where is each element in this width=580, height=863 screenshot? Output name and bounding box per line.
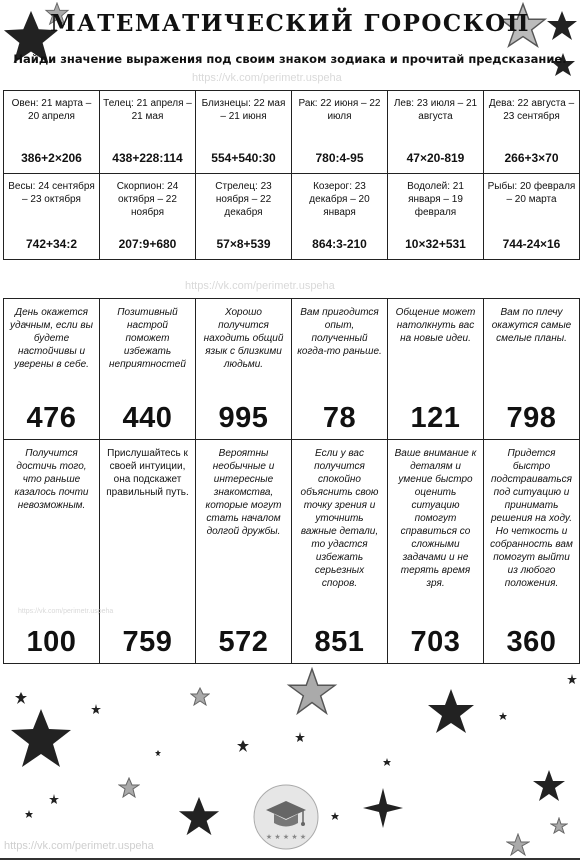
answer-number: 440 (122, 402, 173, 434)
zodiac-cell-pisces (484, 174, 580, 260)
zodiac-expression: 207:9+680 (118, 237, 177, 251)
zodiac-cell-leo (388, 91, 484, 174)
star-icon (48, 793, 60, 805)
answer-number: 121 (410, 402, 461, 434)
prediction-text: Если у вас получится спокойно объяснить свою точку зрения и уточнить важные детали, то удастся избежать серьезных споров. (300, 448, 379, 589)
prediction-cell (484, 440, 580, 664)
answer-number: 476 (26, 402, 77, 434)
svg-text:★ ★ ★ ★ ★: ★ ★ ★ ★ ★ (265, 833, 307, 841)
prediction-cell (388, 440, 484, 664)
zodiac-sign: Козерог: 23 декабря – 20 января (309, 181, 370, 218)
prediction-cell (196, 299, 292, 440)
zodiac-cell-virgo (484, 91, 580, 174)
zodiac-sign: Стрелец: 23 ноября – 22 декабря (215, 181, 272, 218)
zodiac-expression: 47×20-819 (406, 151, 465, 165)
star-icon (498, 711, 508, 721)
prediction-text: Хорошо получится находить общий язык с близкими людьми. (203, 307, 284, 370)
prediction-text: День окажется удачным, если вы будете настойчивы и уверены в себе. (10, 307, 93, 370)
zodiac-cell-aquarius (388, 174, 484, 260)
star-icon (566, 673, 578, 685)
zodiac-sign: Телец: 21 апреля – 21 мая (103, 98, 192, 122)
prediction-cell (292, 440, 388, 664)
page-header (0, 0, 580, 90)
prediction-text: Вероятны необычные и интересные знакомства, которые могут стать началом долгой дружбы. (205, 448, 282, 537)
star-icon (426, 687, 476, 737)
zodiac-cell-libra (4, 174, 100, 260)
star-icon (362, 787, 404, 829)
answer-number: 703 (410, 626, 461, 658)
star-icon (236, 739, 250, 753)
answer-number: 759 (122, 626, 173, 658)
star-icon (24, 809, 34, 819)
zodiac-sign: Овен: 21 марта – 20 апреля (11, 98, 92, 122)
prediction-text: Прислушайтесь к своей интуиции, она подскажет правильный путь. (106, 448, 189, 498)
star-icon (176, 795, 222, 839)
star-icon (330, 811, 340, 821)
zodiac-sign: Весы: 24 сентября – 23 октября (8, 181, 95, 205)
zodiac-table (3, 90, 580, 260)
zodiac-expression: 744-24×16 (502, 237, 561, 251)
watermark: https://vk.com/perimetr.uspeha (185, 280, 335, 292)
star-icon (550, 817, 568, 835)
prediction-cell (4, 299, 100, 440)
answer-number: 572 (218, 626, 269, 658)
prediction-cell (388, 299, 484, 440)
star-icon (154, 749, 162, 757)
decorative-stars (0, 665, 580, 863)
answer-number: 995 (218, 402, 269, 434)
zodiac-expression: 266+3×70 (504, 151, 559, 165)
prediction-text: Придется быстро подстраиваться под ситуацию и принимать решения на ходу. Но четкость и собранность вам помогут выйти из любого положения. (490, 448, 573, 589)
prediction-cell (4, 440, 114, 664)
zodiac-expression: 742+34:2 (25, 237, 78, 251)
page-title: МАТЕМАТИЧЕСКИЙ ГОРОСКОП (50, 10, 530, 37)
zodiac-expression: 554+540:30 (211, 151, 276, 165)
answer-number: 78 (322, 402, 357, 434)
instruction-text: Найди значение выражения под своим знаком зодиака и прочитай предсказание. (13, 52, 567, 66)
prediction-cell (196, 440, 292, 664)
answer-number: 100 (26, 626, 77, 658)
zodiac-sign: Дева: 22 августа – 23 сентября (488, 98, 575, 122)
star-icon (532, 769, 566, 803)
star-icon (118, 777, 140, 799)
prediction-text: Позитивный настрой поможет избежать неприятностей (109, 307, 186, 370)
zodiac-sign: Скорпион: 24 октября – 22 ноября (116, 181, 179, 218)
zodiac-expression: 386+2×206 (21, 151, 82, 165)
prediction-text: Общение может натолкнуть вас на новые идеи. (395, 307, 476, 344)
prediction-table (3, 298, 580, 664)
zodiac-sign: Близнецы: 22 мая – 21 июня (201, 98, 286, 122)
answer-number: 360 (506, 626, 557, 658)
bottom-divider (0, 858, 580, 860)
prediction-cell (484, 299, 580, 440)
zodiac-cell-sagittarius (196, 174, 292, 260)
zodiac-sign: Рыбы: 20 февраля – 20 марта (487, 181, 576, 205)
star-icon (294, 731, 306, 743)
zodiac-cell-gemini (196, 91, 292, 174)
prediction-cell (292, 299, 388, 440)
watermark: https://vk.com/perimetr.uspeha (4, 840, 154, 852)
zodiac-cell-cancer (292, 91, 388, 174)
zodiac-expression: 10×32+531 (405, 237, 466, 251)
zodiac-expression: 438+228:114 (112, 151, 183, 165)
star-icon (506, 833, 530, 857)
prediction-cell (100, 299, 196, 440)
star-icon (14, 691, 28, 705)
zodiac-sign: Рак: 22 июня – 22 июля (298, 98, 381, 122)
zodiac-expression: 864:3-210 (312, 237, 367, 251)
prediction-cell (100, 440, 196, 664)
zodiac-sign: Водолей: 21 января – 19 февраля (407, 181, 464, 218)
star-icon (286, 667, 338, 717)
zodiac-cell-aries (4, 91, 100, 174)
star-icon (8, 707, 74, 771)
zodiac-expression: 780:4-95 (315, 151, 364, 165)
star-icon (90, 703, 102, 715)
zodiac-cell-capricorn (292, 174, 388, 260)
zodiac-cell-scorpio (100, 174, 196, 260)
star-icon (382, 757, 392, 767)
answer-number: 798 (506, 402, 557, 434)
zodiac-cell-taurus (100, 91, 196, 174)
zodiac-expression: 57×8+539 (216, 237, 271, 251)
watermark-small: https://vk.com/perimetr.uspeha (18, 608, 114, 615)
prediction-text: Ваше внимание к деталям и умение быстро оценить ситуацию помогут справиться со сложными задачами и не терять время зря. (394, 448, 477, 589)
prediction-text: Вам пригодится опыт, полученный когда-то раньше. (297, 307, 382, 357)
answer-number: 851 (314, 626, 365, 658)
prediction-text: Получится достичь того, что раньше казалось почти невозможным. (14, 448, 89, 511)
watermark: https://vk.com/perimetr.uspeha (192, 72, 342, 84)
star-icon (190, 687, 210, 707)
prediction-text: Вам по плечу окажутся самые смелые планы. (491, 307, 572, 344)
zodiac-sign: Лев: 23 июля – 21 августа (393, 98, 478, 122)
logo-graduation-cap-icon (252, 783, 320, 851)
